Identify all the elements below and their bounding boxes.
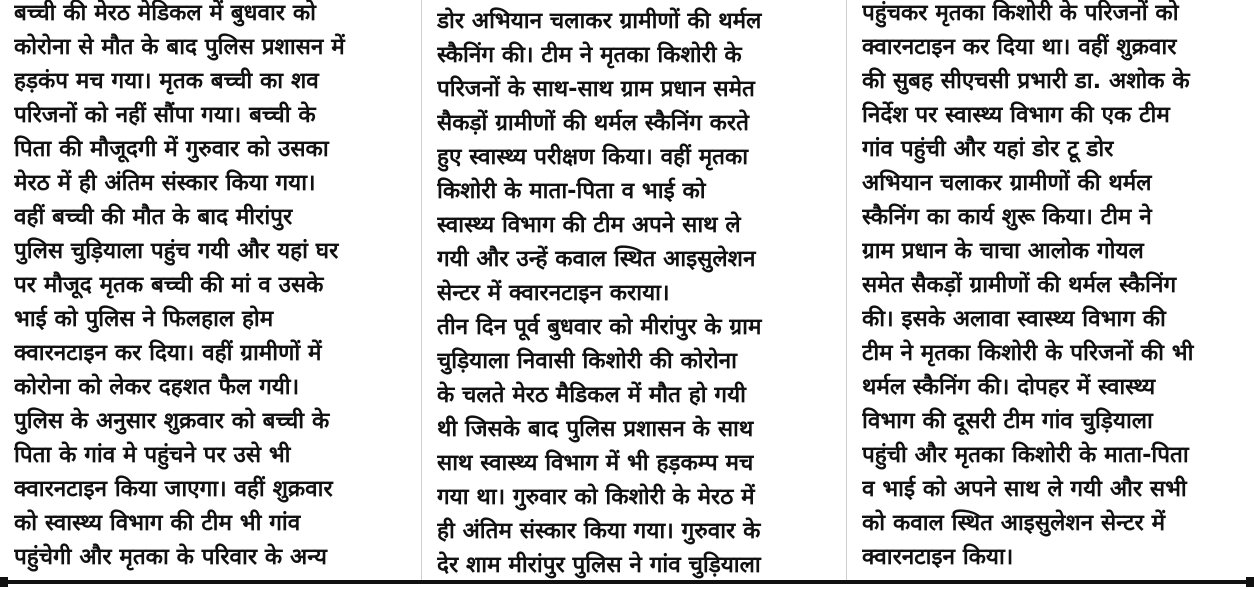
text-line: पहुंची और मृतका किशोरी के माता-पिता bbox=[862, 442, 1189, 468]
crop-mark-right bbox=[1246, 577, 1254, 587]
text-line: थर्मल स्कैनिंग की। दोपहर में स्वास्थ्य bbox=[862, 374, 1156, 400]
text-line: को स्वास्थ्य विभाग की टीम भी गांव bbox=[14, 510, 301, 536]
text-line: निर्देश पर स्वास्थ्य विभाग की एक टीम bbox=[862, 102, 1170, 128]
text-line: स्कैनिंग की। टीम ने मृतका किशोरी के bbox=[437, 42, 742, 68]
text-line: अभियान चलाकर ग्रामीणों की थर्मल bbox=[862, 170, 1152, 196]
text-line: पुलिस के अनुसार शुक्रवार को बच्ची के bbox=[14, 408, 330, 434]
text-line: पर मौजूद मृतक बच्ची की मां व उसके bbox=[14, 272, 324, 298]
text-line: कोरोना से मौत के बाद पुलिस प्रशासन में bbox=[14, 34, 345, 60]
text-line: हड़कंप मच गया। मृतक बच्ची का शव bbox=[14, 68, 319, 94]
text-line: स्कैनिंग का कार्य शुरू किया। टीम ने bbox=[862, 204, 1152, 230]
text-line: क्वारनटाइन किया जाएगा। वहीं शुक्रवार bbox=[14, 476, 333, 502]
text-line: देर शाम मीरांपुर पुलिस ने गांव चुड़ियाला bbox=[437, 552, 761, 578]
column-divider bbox=[846, 0, 847, 580]
text-line: तीन दिन पूर्व बुधवार को मीरांपुर के ग्राम bbox=[437, 314, 762, 340]
text-line: डोर अभियान चलाकर ग्रामीणों की थर्मल bbox=[437, 8, 762, 34]
text-line: समेत सैकड़ों ग्रामीणों की थर्मल स्कैनिंग bbox=[862, 272, 1177, 298]
text-line: पिता की मौजूदगी में गुरुवार को उसका bbox=[14, 136, 329, 162]
text-line: पुलिस चुड़ियाला पहुंच गयी और यहां घर bbox=[14, 238, 339, 264]
text-line: गांव पहुंची और यहां डोर टू डोर bbox=[862, 136, 1114, 162]
text-line: गयी और उन्हें कवाल स्थित आइसुलेशन bbox=[437, 246, 756, 272]
crop-mark-left bbox=[0, 577, 8, 587]
text-line: क्वारनटाइन कर दिया था। वहीं शुक्रवार bbox=[862, 34, 1177, 60]
text-line: परिजनों को नहीं सौंपा गया। बच्ची के bbox=[14, 102, 316, 128]
text-line: स्वास्थ्य विभाग की टीम अपने साथ ले bbox=[437, 212, 741, 238]
text-line: पहुंचकर मृतका किशोरी के परिजनों को bbox=[862, 0, 1179, 26]
text-line: मेरठ में ही अंतिम संस्कार किया गया। bbox=[14, 170, 316, 196]
article-column-1 bbox=[14, 0, 406, 580]
article-column-3 bbox=[862, 0, 1254, 580]
text-line: वहीं बच्ची की मौत के बाद मीरांपुर bbox=[14, 204, 293, 230]
text-line: सैकड़ों ग्रामीणों की थर्मल स्कैनिंग करते bbox=[437, 110, 749, 136]
text-line: की। इसके अलावा स्वास्थ्य विभाग की bbox=[862, 306, 1166, 332]
text-line: सेन्टर में क्वारनटाइन कराया। bbox=[437, 280, 670, 306]
text-line: पहुंचेगी और मृतका के परिवार के अन्य bbox=[14, 544, 327, 570]
text-line: गया था। गुरुवार को किशोरी के मेरठ में bbox=[437, 484, 755, 510]
text-line: पिता के गांव मे पहुंचने पर उसे भी bbox=[14, 442, 291, 468]
text-line: टीम ने मृतका किशोरी के परिजनों की भी bbox=[862, 340, 1194, 366]
text-line: को कवाल स्थित आइसुलेशन सेन्टर में bbox=[862, 510, 1166, 536]
text-line: कोरोना को लेकर दहशत फैल गयी। bbox=[14, 374, 300, 400]
text-line: ग्राम प्रधान के चाचा आलोक गोयल bbox=[862, 238, 1144, 264]
text-line: विभाग की दूसरी टीम गांव चुड़ियाला bbox=[862, 408, 1153, 434]
text-line: परिजनों के साथ-साथ ग्राम प्रधान समेत bbox=[437, 76, 755, 102]
text-line: थी जिसके बाद पुलिस प्रशासन के साथ bbox=[437, 416, 754, 442]
bottom-border-rule bbox=[0, 580, 1254, 584]
text-line: क्वारनटाइन कर दिया। वहीं ग्रामीणों में bbox=[14, 340, 322, 366]
text-line: की सुबह सीएचसी प्रभारी डा. अशोक के bbox=[862, 68, 1190, 94]
text-line: किशोरी के माता-पिता व भाई को bbox=[437, 178, 706, 204]
text-line: साथ स्वास्थ्य विभाग में भी हड़कम्प मच bbox=[437, 450, 754, 476]
text-line: हुए स्वास्थ्य परीक्षण किया। वहीं मृतका bbox=[437, 144, 749, 170]
column-divider bbox=[421, 0, 422, 580]
text-line: भाई को पुलिस ने फिलहाल होम bbox=[14, 306, 274, 332]
text-line: के चलते मेरठ मैडिकल में मौत हो गयी bbox=[437, 382, 746, 408]
text-line: चुड़ियाला निवासी किशोरी की कोरोना bbox=[437, 348, 737, 374]
text-line: क्वारनटाइन किया। bbox=[862, 544, 1014, 570]
text-line: व भाई को अपने साथ ले गयी और सभी bbox=[862, 476, 1187, 502]
text-line: बच्ची की मेरठ मेडिकल में बुधवार को bbox=[14, 0, 316, 26]
article-column-2 bbox=[437, 0, 829, 580]
text-line: ही अंतिम संस्कार किया गया। गुरुवार के bbox=[437, 518, 761, 544]
